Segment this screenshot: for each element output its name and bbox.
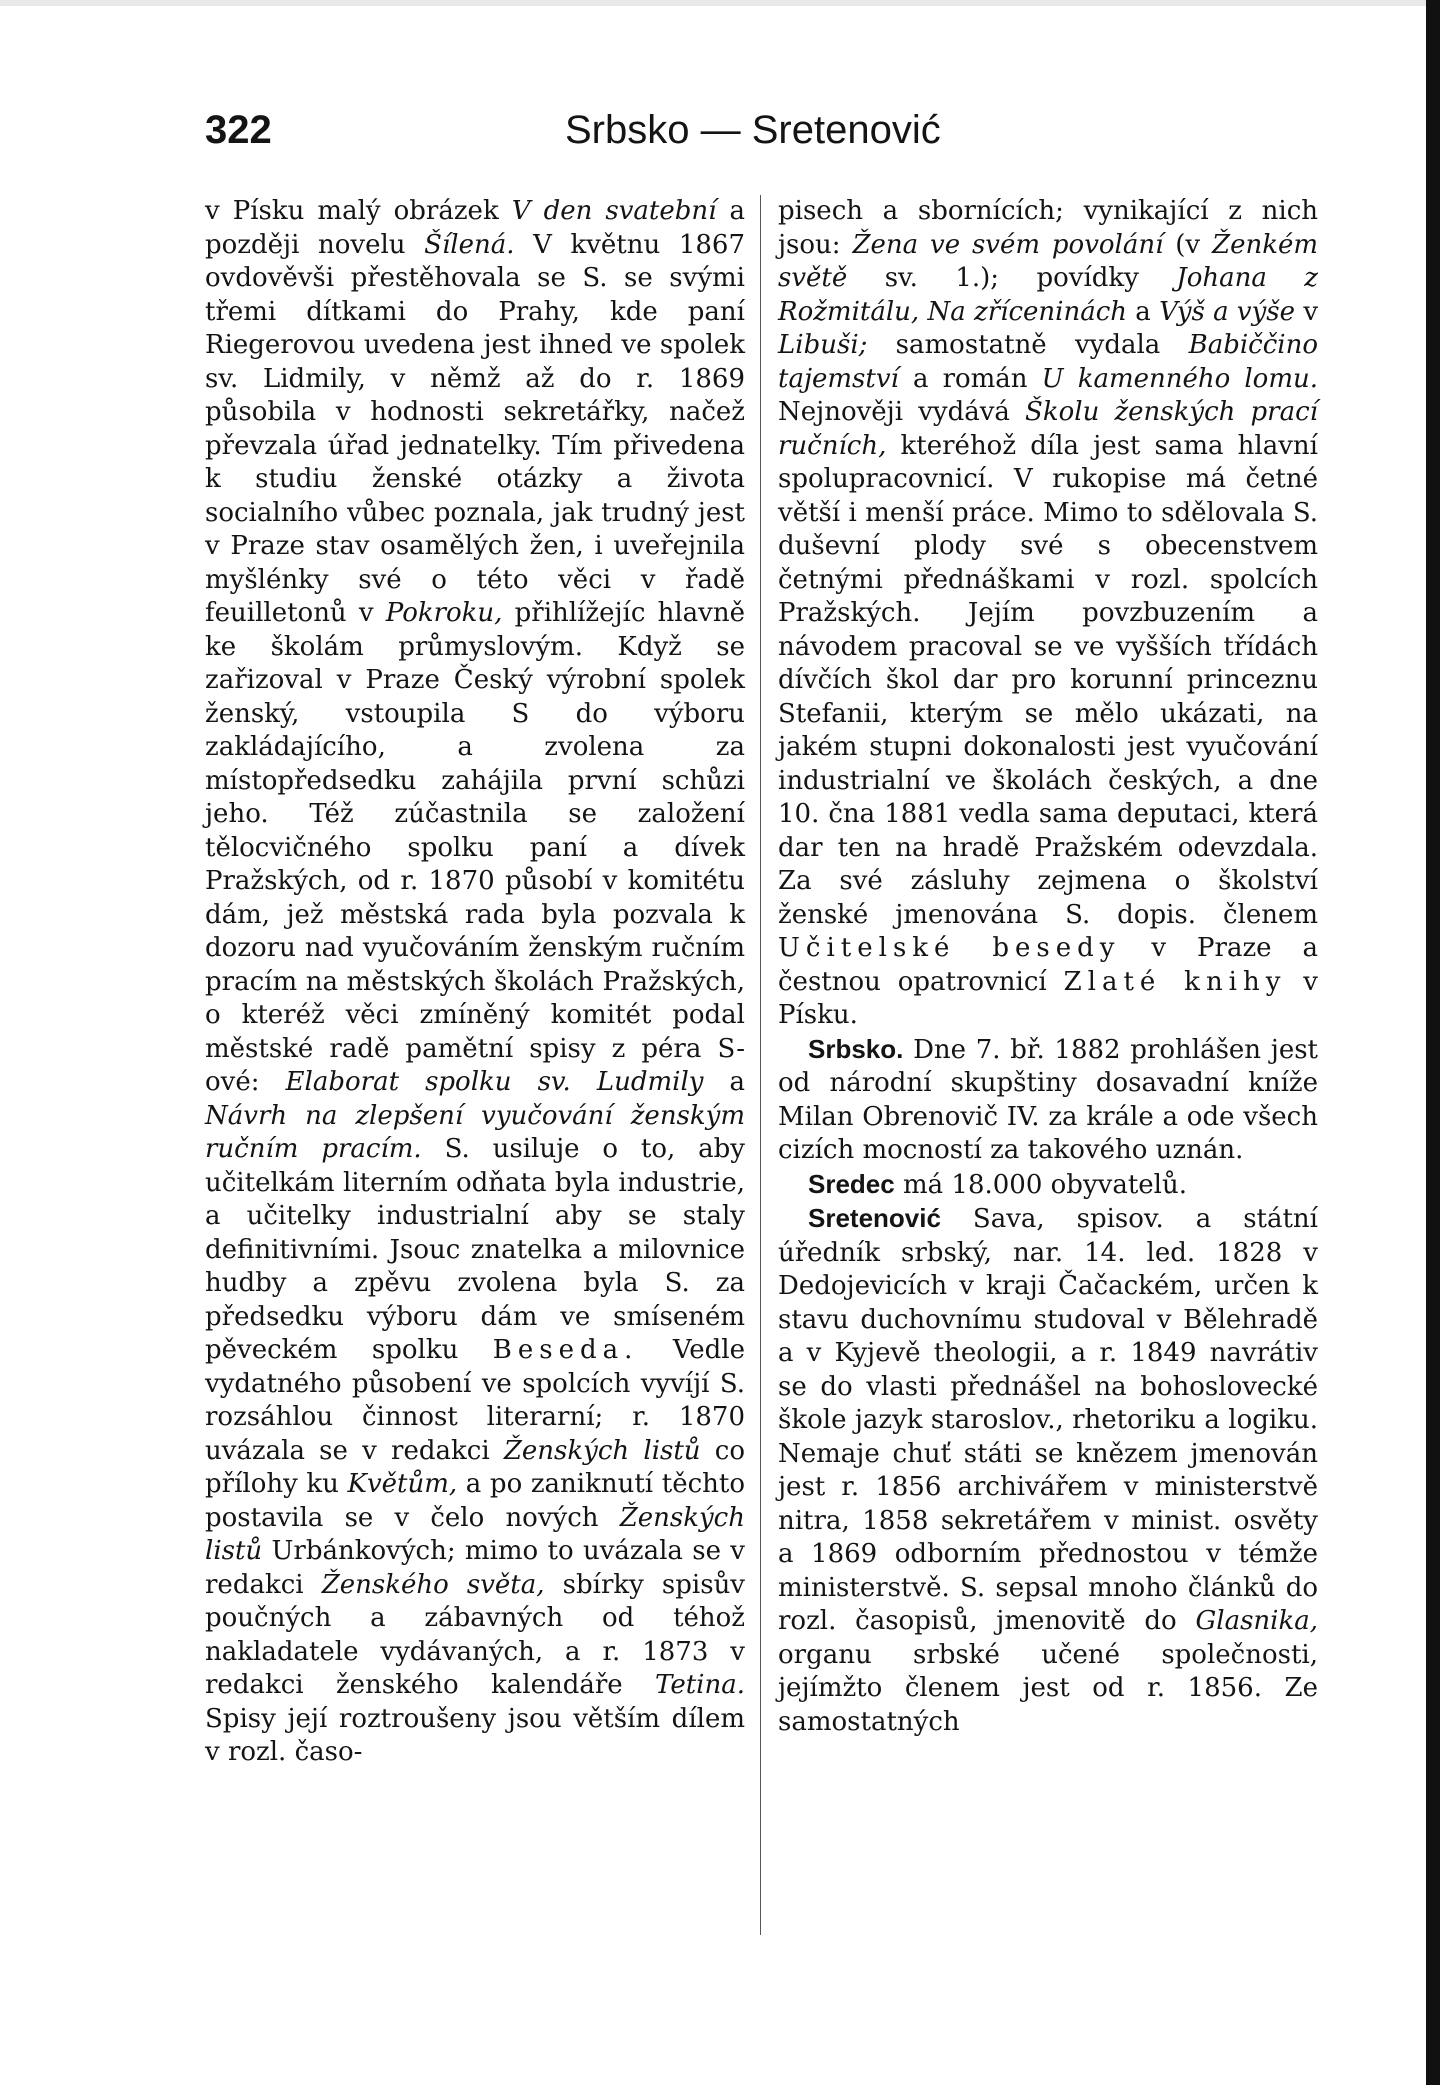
right-column bbox=[778, 195, 1318, 1935]
text-run: pisech a sbornících; vynikající z nich jsou: bbox=[778, 196, 1318, 260]
work-title: Ženských listů bbox=[205, 1502, 745, 1566]
entry-headword: Sretenović bbox=[808, 1203, 941, 1233]
scan-top-edge bbox=[0, 0, 1440, 6]
text-run: kteréhož díla jest sama hlavní spolupracovnicí. V rukopise má četné větší i menší práce. Mimo to sdělovala S. duševní plody své s obecenstvem četnými přednáškami v rozl. spolcích Pražských. Jejím povzbuzením a návodem pracoval se ve vyšších třídách dívčích škol dar pro korunní princeznu Stefanii, kterým se mělo ukázati, na jakém stupni dokonalosti jest vyučování industrialní ve školách českých, a dne 10. čna 1881 vedla sama deputaci, která dar ten na hradě Pražském odevzdala. Za své zásluhy zejmena o školství ženské jmenována S. dopis. členem bbox=[778, 430, 1318, 930]
work-title: Ženkém světě bbox=[778, 229, 1318, 293]
work-title: Ženských listů bbox=[503, 1435, 701, 1466]
work-title: Tetina. bbox=[655, 1670, 745, 1700]
text-run: a po zaniknutí těchto postavila se v čelo nových bbox=[205, 1469, 745, 1533]
page-number: 322 bbox=[205, 108, 272, 152]
entry-text: organu srbské učené společnosti, jejímžto členem jest od r. 1856. Ze samostatných bbox=[778, 1639, 1318, 1737]
text-run: (v bbox=[1163, 229, 1212, 260]
entry-sredec bbox=[778, 1168, 1318, 1203]
page-header bbox=[205, 100, 1325, 160]
work-title: Glasnika, bbox=[1195, 1606, 1318, 1636]
entry-headword: Srbsko. bbox=[808, 1033, 904, 1064]
text-run: S. usiluje o to, aby učitelkám literním odňata byla industrie, a učitelky industrialní aby se staly definitivními. Jsouc znatelka a milovnice hudby a zpěvu zvolena byla S. za předsedku výboru dám ve smíseném pěveckém spolku bbox=[205, 1134, 745, 1365]
work-title: Školu ženských prací ručních, bbox=[778, 397, 1318, 461]
text-run: Urbánkových; mimo to uvázala se v redakci bbox=[205, 1536, 745, 1600]
entry-srbsko bbox=[778, 1033, 1318, 1168]
text-run: v bbox=[1295, 296, 1319, 327]
running-head: Srbsko — Sretenović bbox=[565, 108, 941, 152]
column-divider bbox=[760, 195, 761, 1935]
text-run: a román bbox=[898, 363, 1042, 394]
scan-right-edge bbox=[1426, 0, 1440, 2085]
text-run: Vedle vydatného působení ve spolcích vyvíjí S. rozsáhlou činnost literarní; r. 1870 uvázala se v redakci bbox=[205, 1335, 745, 1466]
work-title: Libuši; bbox=[778, 330, 868, 360]
work-title: Pokroku, bbox=[385, 598, 503, 628]
work-title: Výš a výše bbox=[1159, 296, 1296, 327]
text-run: a bbox=[1127, 296, 1160, 327]
text-run: a později novelu bbox=[205, 196, 746, 260]
text-run: a bbox=[703, 1067, 745, 1097]
text-run: V květnu 1867 ovdověvši přestěhovala se S. se svými třemi dítkami do Prahy, kde paní Riegerovou uvedena jest ihned ve spolek sv. Lidmily, v němž až do r. 1869 působila v hodnosti sekretářky, načež převzala úřad jednatelky. Tím přivedena k studiu ženské otázky a života socialního vůbec poznala, jak trudný jest v Praze stav osamělých žen, i uveřejnila myšlénky své o této věci v řadě feuilletonů v bbox=[205, 229, 745, 628]
text-run: v Písku. bbox=[778, 966, 1318, 1030]
work-title: Květům, bbox=[347, 1469, 458, 1499]
work-title: Návrh na zlepšení vyučování ženským ručním pracím. bbox=[205, 1100, 745, 1164]
left-paragraph-continuation bbox=[205, 195, 745, 1770]
right-paragraph-continuation bbox=[778, 195, 1318, 1033]
entry-sretenovic bbox=[778, 1202, 1318, 1739]
entry-headword: Sredec bbox=[808, 1168, 895, 1199]
text-run: Spisy její roztroušeny jsou větším dílem v rozl. časo- bbox=[205, 1703, 745, 1767]
work-title: U kamenného lomu. bbox=[1041, 363, 1318, 394]
entry-text: Dne 7. bř. 1882 prohlášen jest od národní skupštiny dosavadní kníže Milan Obrenovič IV. za krále a ode všech cizích mocností za takového uznán. bbox=[778, 1034, 1318, 1165]
text-run: sbírky spisův poučných a zábavných od téhož nakladatele vydávaných, a r. 1873 v redakci ženského kalendáře bbox=[205, 1569, 745, 1700]
work-title: V den svatební bbox=[511, 196, 717, 226]
text-run: co přílohy ku bbox=[205, 1435, 745, 1499]
work-title: Babiččino tajemství bbox=[778, 330, 1318, 394]
text-run: v Praze a čestnou opatrovnicí bbox=[778, 933, 1318, 997]
text-run: přihlížejíc hlavně ke školám průmyslovým. Když se zařizoval v Praze Český výrobní spolek ženský, vstoupila S do výboru zakládajícího, a zvolena za místopředsedku zahájila první schůzi jeho. Též zúčastnila se založení tělocvičného spolku paní a dívek Pražských, od r. 1870 působí v komitétu dám, jež městská rada byla pozvala k dozoru nad vyučováním ženským ručním pracím na městských školách Pražských, o kteréž věci zmíněný komitét podal městské radě pamětní spisy z péra S-ové: bbox=[205, 598, 745, 1097]
work-title: Žena ve svém povolání bbox=[852, 229, 1164, 260]
text-run: Nejnověji vydává bbox=[778, 397, 1026, 427]
spaced-name: Učitelské besedy bbox=[778, 933, 1121, 963]
work-title: Elaborat spolku sv. Ludmily bbox=[285, 1067, 704, 1097]
entry-text: má 18.000 obyvatelů. bbox=[894, 1169, 1187, 1200]
left-column bbox=[205, 195, 745, 1935]
spaced-name: Zlaté knihy bbox=[1063, 966, 1287, 997]
entry-text: Sava, spisov. a státní úředník srbský, nar. 14. led. 1828 v Dedojevicích v kraji Čačackém, určen k stavu duchovnímu studoval v Bělehradě a v Kyjevě theologii, a r. 1849 navrátiv se do vlasti přednášel na bohoslovecké škole jazyk staroslov., rhetoriku a logiku. Nemaje chuť státi se knězem jmenován jest r. 1856 archivářem v ministerstvě nitra, 1858 sekretářem v minist. osvěty a 1869 odborním přednostou v témže ministerstvě. S. sepsal mnoho článků do rozl. časopisů, jmenovitě do bbox=[778, 1204, 1318, 1636]
text-run: v Písku malý obrázek bbox=[205, 196, 512, 226]
text-run: samostatně vydala bbox=[867, 330, 1189, 360]
work-title: Šílená. bbox=[424, 229, 515, 260]
spaced-name: Beseda. bbox=[492, 1335, 639, 1365]
work-title: Johana z Rožmitálu, Na zříceninách bbox=[778, 263, 1318, 327]
text-run: sv. 1.); povídky bbox=[847, 263, 1177, 293]
work-title: Ženského světa, bbox=[321, 1569, 545, 1600]
